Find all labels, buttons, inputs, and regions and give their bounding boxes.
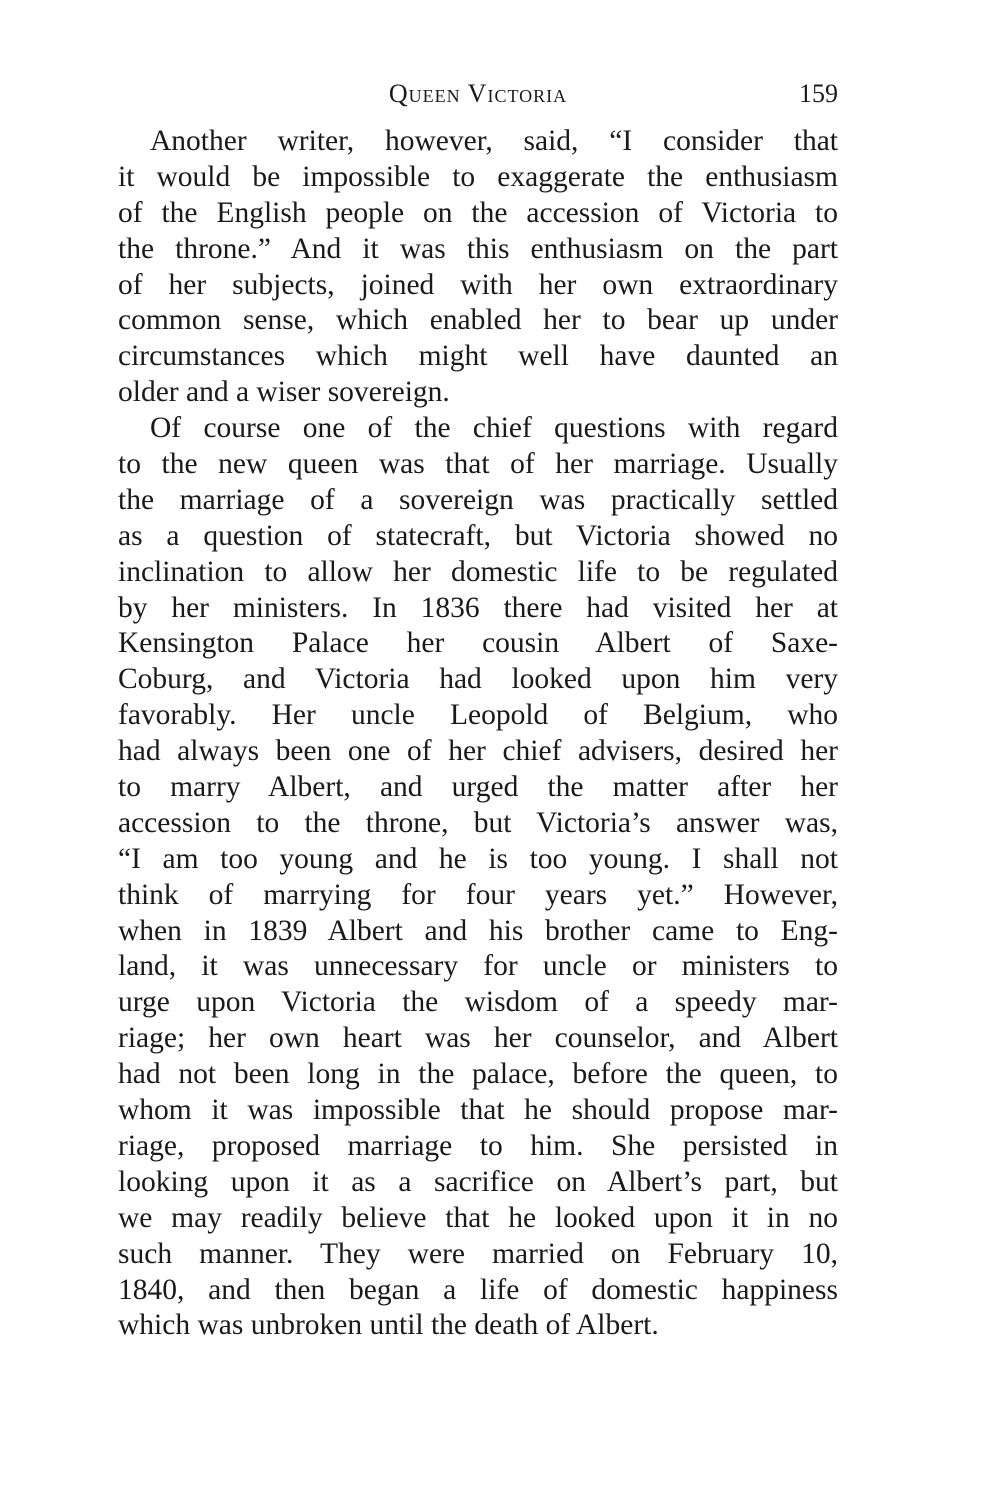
- text-line: urge upon Victoria the wisdom of a speedy mar-: [118, 986, 838, 1019]
- text-line: Another writer, however, said, “I consider that: [150, 125, 838, 157]
- text-line: to the new queen was that of her marriage. Usually: [118, 448, 838, 481]
- text-line: favorably. Her uncle Leopold of Belgium, who: [118, 699, 838, 732]
- text-line: the throne.” And it was this enthusiasm on the part: [118, 232, 838, 265]
- running-title: Queen Victoria: [388, 79, 568, 108]
- text-line: looking upon it as a sacrifice on Albert’s part, but: [118, 1165, 838, 1198]
- text-line: “I am too young and he is too young. I shall not: [118, 842, 838, 875]
- text-line: older and a wiser sovereign.: [118, 376, 450, 409]
- text-line: of her subjects, joined with her own extraordinary: [118, 268, 838, 301]
- body-text: [118, 124, 838, 1344]
- text-line: Of course one of the chief questions with regard: [150, 412, 838, 445]
- text-line: Coburg, and Victoria had looked upon him very: [118, 663, 838, 696]
- text-line: the marriage of a sovereign was practically settled: [118, 483, 838, 516]
- text-line: we may readily believe that he looked upon it in no: [118, 1201, 838, 1234]
- text-line: had not been long in the palace, before the queen, to: [118, 1058, 838, 1091]
- text-line: common sense, which enabled her to bear up under: [118, 304, 838, 337]
- page-number: 159: [799, 79, 838, 108]
- text-line: of the English people on the accession of Victoria to: [118, 196, 838, 229]
- text-line: such manner. They were married on February 10,: [118, 1237, 838, 1270]
- running-head: [118, 74, 838, 114]
- text-line: had always been one of her chief advisers, desired her: [118, 735, 838, 768]
- text-line: to marry Albert, and urged the matter after her: [118, 771, 838, 804]
- text-line: as a question of statecraft, but Victoria showed no: [118, 519, 838, 552]
- text-line: inclination to allow her domestic life to be regulated: [118, 555, 838, 588]
- text-line: which was unbroken until the death of Albert.: [118, 1309, 659, 1342]
- text-line: land, it was unnecessary for uncle or ministers to: [118, 950, 838, 983]
- text-line: by her ministers. In 1836 there had visited her at: [118, 591, 838, 624]
- text-line: think of marrying for four years yet.” However,: [118, 878, 838, 911]
- text-line: 1840, and then began a life of domestic happiness: [118, 1273, 838, 1306]
- text-line: whom it was impossible that he should propose mar-: [118, 1094, 838, 1127]
- text-line: when in 1839 Albert and his brother came to Eng-: [118, 914, 838, 947]
- text-line: accession to the throne, but Victoria’s answer was,: [118, 806, 838, 839]
- text-line: riage, proposed marriage to him. She persisted in: [118, 1129, 838, 1162]
- text-line: circumstances which might well have daunted an: [118, 340, 838, 373]
- text-line: Kensington Palace her cousin Albert of Saxe-: [118, 627, 838, 660]
- text-line: it would be impossible to exaggerate the enthusiasm: [118, 160, 838, 193]
- text-line: riage; her own heart was her counselor, and Albert: [118, 1022, 838, 1055]
